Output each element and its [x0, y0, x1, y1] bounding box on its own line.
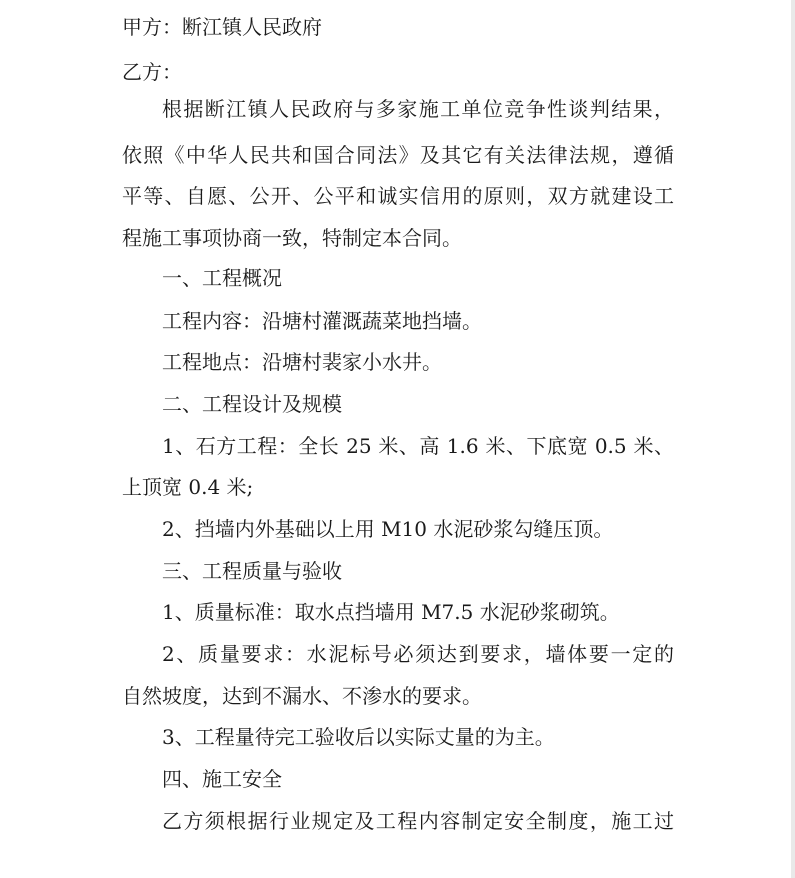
project-location-line: 工程地点：沿塘村裴家小水井。	[162, 350, 442, 374]
project-content-line: 工程内容：沿塘村灌溉蔬菜地挡墙。	[162, 309, 482, 333]
intro-paragraph-line-2: 依照《中华人民共和国合同法》及其它有关法律法规，遵循	[122, 143, 674, 167]
intro-paragraph-line-3: 平等、自愿、公开、公平和诚实信用的原则，双方就建设工	[122, 184, 674, 208]
intro-paragraph-line-1: 根据断江镇人民政府与多家施工单位竞争性谈判结果，	[162, 97, 674, 121]
design-item-2-line: 2、挡墙内外基础以上用 M10 水泥砂浆勾缝压顶。	[162, 517, 614, 541]
quality-item-1-line: 1、质量标准：取水点挡墙用 M7.5 水泥砂浆砌筑。	[162, 600, 620, 624]
party-b-line: 乙方：	[122, 60, 182, 84]
section-heading-2: 二、工程设计及规模	[162, 392, 342, 416]
quality-item-2-line-2: 自然坡度，达到不漏水、不渗水的要求。	[122, 684, 482, 708]
design-item-1-line-1: 1、石方工程：全长 25 米、高 1.6 米、下底宽 0.5 米、	[162, 434, 674, 458]
section-heading-3: 三、工程质量与验收	[162, 559, 342, 583]
section-heading-1: 一、工程概况	[162, 266, 282, 290]
safety-paragraph-line-1: 乙方须根据行业规定及工程内容制定安全制度，施工过	[162, 809, 674, 833]
quality-item-2-line-1: 2、质量要求：水泥标号必须达到要求，墙体要一定的	[162, 642, 674, 666]
quality-item-3-line: 3、工程量待完工验收后以实际丈量的为主。	[162, 725, 555, 749]
section-heading-4: 四、施工安全	[162, 767, 282, 791]
party-a-line: 甲方：断江镇人民政府	[122, 15, 322, 39]
page-edge-divider	[791, 0, 795, 878]
intro-paragraph-line-4: 程施工事项协商一致，特制定本合同。	[122, 226, 462, 250]
design-item-1-line-2: 上顶宽 0.4 米;	[122, 475, 254, 499]
